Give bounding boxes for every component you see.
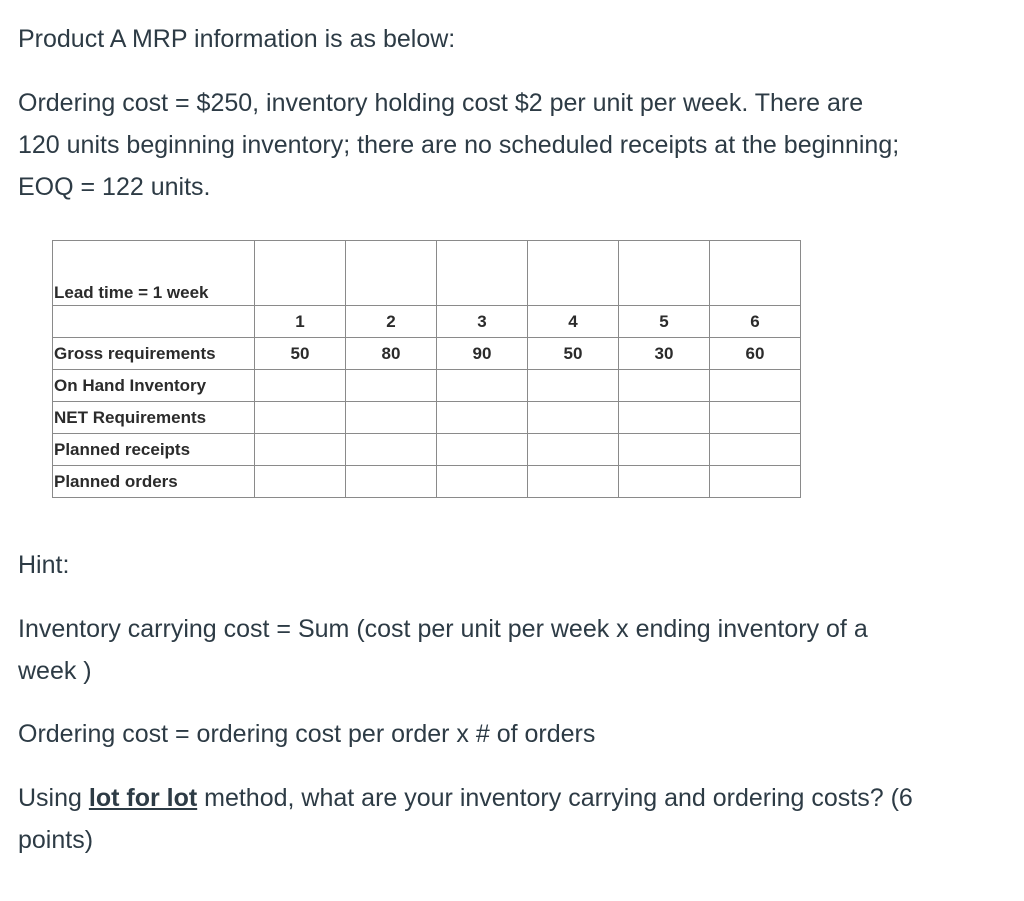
table-row <box>53 434 801 466</box>
table-cell <box>255 241 346 306</box>
table-row <box>53 402 801 434</box>
period-header: 3 <box>437 306 528 338</box>
info-line-1: Ordering cost = $250, inventory holding cost $2 per unit per week. There are <box>18 89 864 117</box>
table-cell <box>710 466 801 498</box>
table-cell <box>528 241 619 306</box>
table-cell <box>346 402 437 434</box>
problem-info <box>18 82 1018 208</box>
table-row <box>53 370 801 402</box>
lot-for-lot-emphasis: lot for lot <box>88 784 198 812</box>
table-cell <box>710 241 801 306</box>
hint-heading: Hint: <box>18 551 70 579</box>
table-cell <box>255 434 346 466</box>
table-cell <box>346 370 437 402</box>
info-line-2: 120 units beginning inventory; there are no scheduled receipts at the beginning; <box>18 131 900 159</box>
table-cell <box>710 402 801 434</box>
table-cell <box>619 402 710 434</box>
info-line-3: EOQ = 122 units. <box>18 173 211 201</box>
row-label: NET Requirements <box>53 402 255 434</box>
table-cell: 90 <box>437 338 528 370</box>
table-cell <box>528 466 619 498</box>
table-cell <box>528 434 619 466</box>
carrying-cost-hint <box>18 608 1008 692</box>
table-cell <box>528 370 619 402</box>
table-cell: 50 <box>255 338 346 370</box>
period-header-row <box>53 306 801 338</box>
question-suffix: method, what are your inventory carrying and ordering costs? (6 <box>197 784 913 812</box>
mrp-table <box>52 240 801 498</box>
carrying-line-1: Inventory carrying cost = Sum (cost per unit per week x ending inventory of a <box>18 615 868 643</box>
row-label: Planned orders <box>53 466 255 498</box>
question-prefix: Using <box>18 784 89 812</box>
table-cell: 30 <box>619 338 710 370</box>
table-cell <box>346 241 437 306</box>
ordering-cost-hint: Ordering cost = ordering cost per order x # of orders <box>18 720 596 748</box>
table-cell <box>255 370 346 402</box>
table-cell <box>255 466 346 498</box>
table-cell <box>619 466 710 498</box>
table-cell <box>710 434 801 466</box>
question-points: points) <box>18 826 94 854</box>
table-cell <box>255 402 346 434</box>
table-cell: 60 <box>710 338 801 370</box>
lead-time-label: Lead time = 1 week <box>53 241 255 306</box>
carrying-line-2: week ) <box>18 657 92 685</box>
table-cell <box>346 466 437 498</box>
row-label: Gross requirements <box>53 338 255 370</box>
table-cell <box>528 402 619 434</box>
period-header: 1 <box>255 306 346 338</box>
period-header: 4 <box>528 306 619 338</box>
period-header: 2 <box>346 306 437 338</box>
table-cell <box>346 434 437 466</box>
row-label: On Hand Inventory <box>53 370 255 402</box>
table-cell <box>437 241 528 306</box>
table-cell <box>437 466 528 498</box>
question-title: Product A MRP information is as below: <box>18 25 456 53</box>
period-header: 6 <box>710 306 801 338</box>
row-label: Planned receipts <box>53 434 255 466</box>
table-cell <box>437 434 528 466</box>
table-cell <box>619 370 710 402</box>
table-cell <box>53 306 255 338</box>
table-cell: 50 <box>528 338 619 370</box>
lead-time-row <box>53 241 801 306</box>
table-row <box>53 466 801 498</box>
table-cell <box>437 402 528 434</box>
table-cell: 80 <box>346 338 437 370</box>
period-header: 5 <box>619 306 710 338</box>
table-cell <box>437 370 528 402</box>
table-row <box>53 338 801 370</box>
question-text <box>18 777 1018 861</box>
table-cell <box>710 370 801 402</box>
table-cell <box>619 434 710 466</box>
table-cell <box>619 241 710 306</box>
